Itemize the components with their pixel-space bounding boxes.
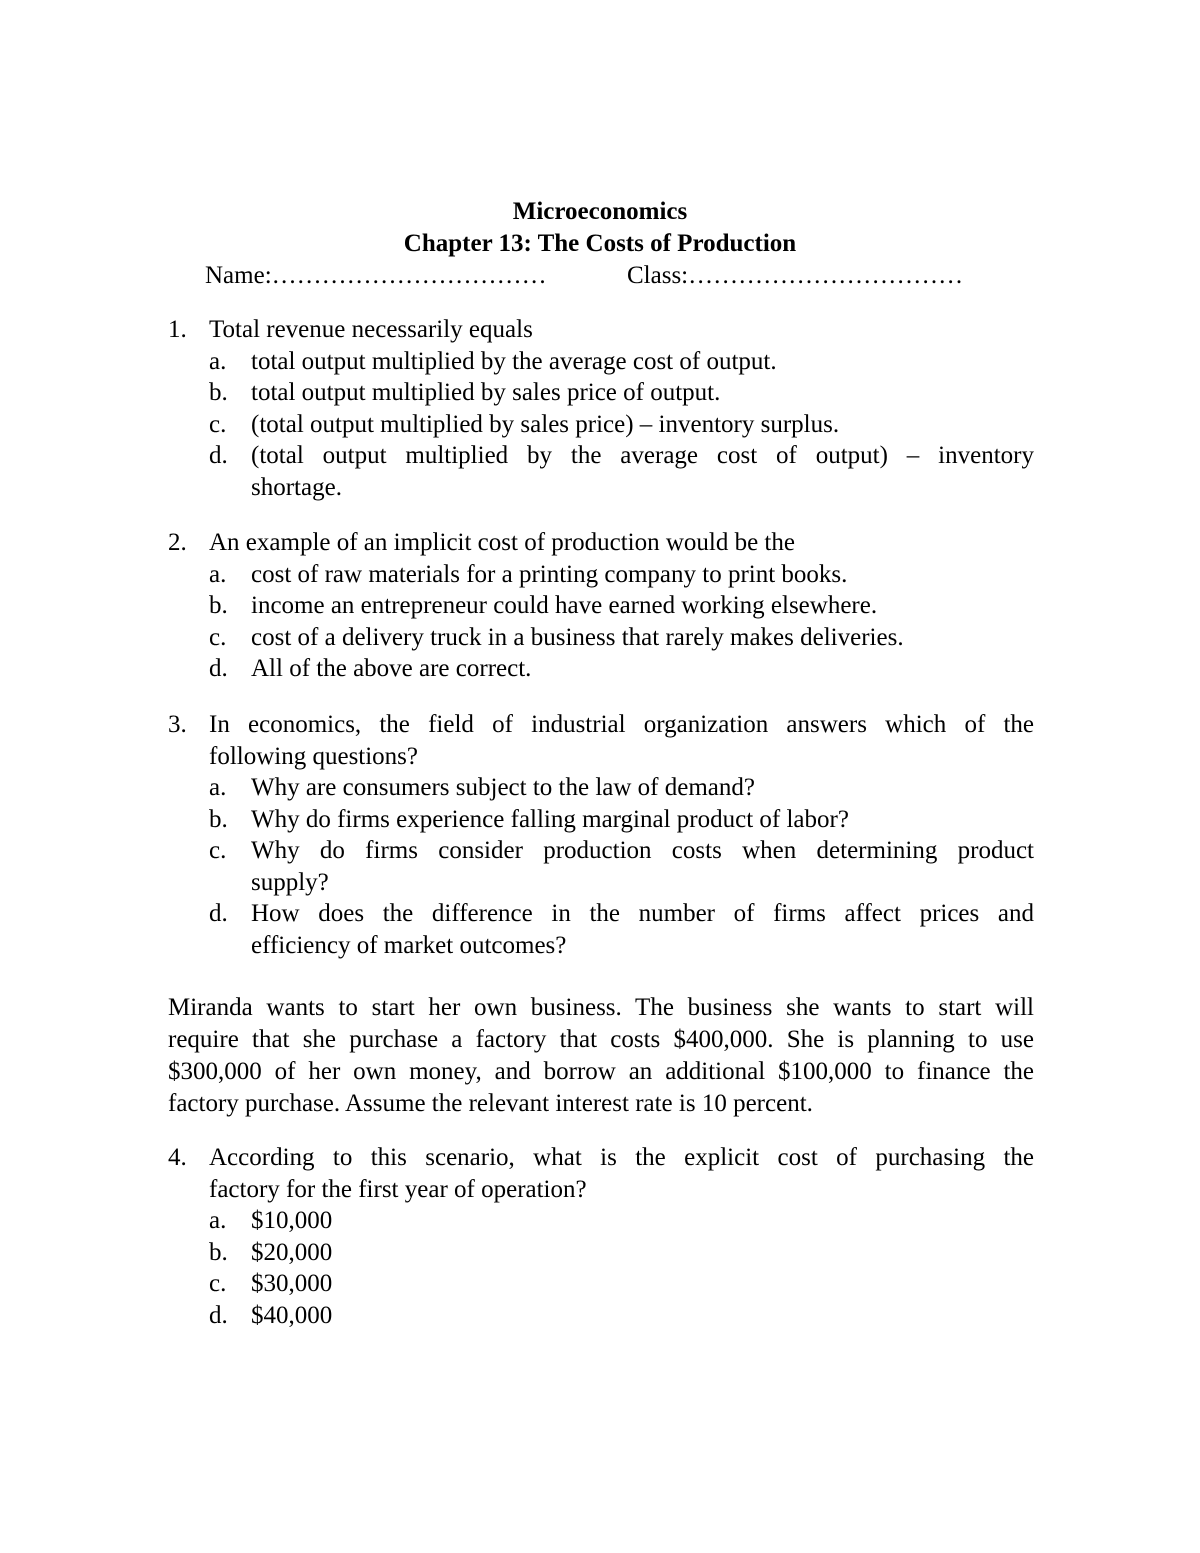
question-stem (168, 314, 1034, 346)
question-2 (168, 527, 1034, 685)
option-letter: d. (209, 900, 228, 927)
course-title: Microeconomics (512, 198, 688, 225)
question-stem (168, 527, 1034, 559)
option-text: All of the above are correct. (251, 655, 532, 682)
question-1 (168, 314, 1034, 503)
option-letter: d. (209, 1301, 228, 1329)
option-text: $20,000 (251, 1238, 333, 1266)
question-number: 2. (168, 529, 187, 556)
option-letter: a. (209, 347, 227, 375)
chapter-title: Chapter 13: The Costs of Production (403, 230, 797, 257)
option-text: $10,000 (251, 1207, 333, 1234)
option-text: total output multiplied by sales price of output. (251, 379, 721, 406)
option-text-line: shortage. (251, 473, 342, 501)
scenario-line: factory purchase. Assume the relevant interest rate is 10 percent. (168, 1090, 813, 1117)
option-text-line: (total output multiplied by the average cost of output) – inventory (251, 442, 1034, 469)
option-letter: b. (209, 1238, 228, 1266)
question-4 (168, 1142, 1034, 1331)
question-text-line: following questions? (209, 742, 419, 770)
question-number: 1. (168, 316, 187, 343)
option-d[interactable] (168, 440, 1034, 503)
question-stem (168, 709, 1034, 772)
option-letter: b. (209, 592, 228, 619)
option-text-line: efficiency of market outcomes? (251, 931, 567, 959)
question-number: 4. (168, 1144, 187, 1171)
scenario-line: Miranda wants to start her own business. The business she wants to start will (168, 994, 1034, 1021)
question-3 (168, 709, 1034, 961)
option-letter: c. (209, 623, 227, 651)
option-text: $40,000 (251, 1301, 333, 1329)
option-b[interactable] (168, 1237, 1034, 1269)
option-a[interactable] (168, 559, 1034, 591)
option-letter: c. (209, 1270, 227, 1297)
question-stem (168, 1142, 1034, 1205)
option-a[interactable] (168, 346, 1034, 378)
option-text: (total output multiplied by sales price) – inventory surplus. (251, 410, 840, 438)
question-text-line: In economics, the field of industrial organization answers which of the (209, 711, 1034, 738)
option-letter: c. (209, 410, 227, 438)
option-d[interactable] (168, 898, 1034, 961)
option-a[interactable] (168, 1205, 1034, 1237)
option-text: income an entrepreneur could have earned working elsewhere. (251, 592, 878, 619)
option-c[interactable] (168, 409, 1034, 441)
option-b[interactable] (168, 590, 1034, 622)
question-text: An example of an implicit cost of production would be the (209, 529, 795, 556)
option-letter: c. (209, 837, 227, 864)
question-text: Total revenue necessarily equals (209, 316, 533, 343)
option-c[interactable] (168, 835, 1034, 898)
scenario-line: $300,000 of her own money, and borrow an additional $100,000 to finance the (168, 1058, 1034, 1085)
scenario-line: require that she purchase a factory that costs $400,000. She is planning to use (168, 1026, 1034, 1053)
option-text: Why do firms experience falling marginal product of labor? (251, 805, 849, 833)
question-text-line: factory for the first year of operation? (209, 1175, 587, 1203)
option-text: cost of raw materials for a printing company to print books. (251, 560, 848, 588)
option-d[interactable] (168, 1300, 1034, 1332)
option-text-line: Why do firms consider production costs when determining product (251, 837, 1034, 864)
option-letter: a. (209, 774, 227, 801)
option-letter: b. (209, 805, 228, 833)
option-text: cost of a delivery truck in a business that rarely makes deliveries. (251, 623, 904, 651)
option-c[interactable] (168, 622, 1034, 654)
option-text: Why are consumers subject to the law of demand? (251, 774, 755, 801)
option-text-line: How does the difference in the number of firms affect prices and (251, 900, 1034, 927)
option-text: $30,000 (251, 1270, 333, 1297)
question-number: 3. (168, 711, 187, 738)
worksheet-header (0, 196, 1200, 260)
option-letter: a. (209, 560, 227, 588)
option-letter: a. (209, 1207, 227, 1234)
option-b[interactable] (168, 804, 1034, 836)
question-text-line: According to this scenario, what is the explicit cost of purchasing the (209, 1144, 1034, 1171)
option-b[interactable] (168, 377, 1034, 409)
option-text: total output multiplied by the average cost of output. (251, 347, 777, 375)
name-field[interactable]: Name:…………………………… (205, 262, 547, 289)
option-letter: d. (209, 442, 228, 469)
option-letter: b. (209, 379, 228, 406)
option-letter: d. (209, 655, 228, 682)
class-field[interactable]: Class:…………………………… (627, 262, 964, 289)
student-info-row (205, 260, 1005, 292)
option-a[interactable] (168, 772, 1034, 804)
scenario-paragraph (168, 992, 1034, 1120)
option-text-line: supply? (251, 868, 329, 896)
option-c[interactable] (168, 1268, 1034, 1300)
option-d[interactable] (168, 653, 1034, 685)
